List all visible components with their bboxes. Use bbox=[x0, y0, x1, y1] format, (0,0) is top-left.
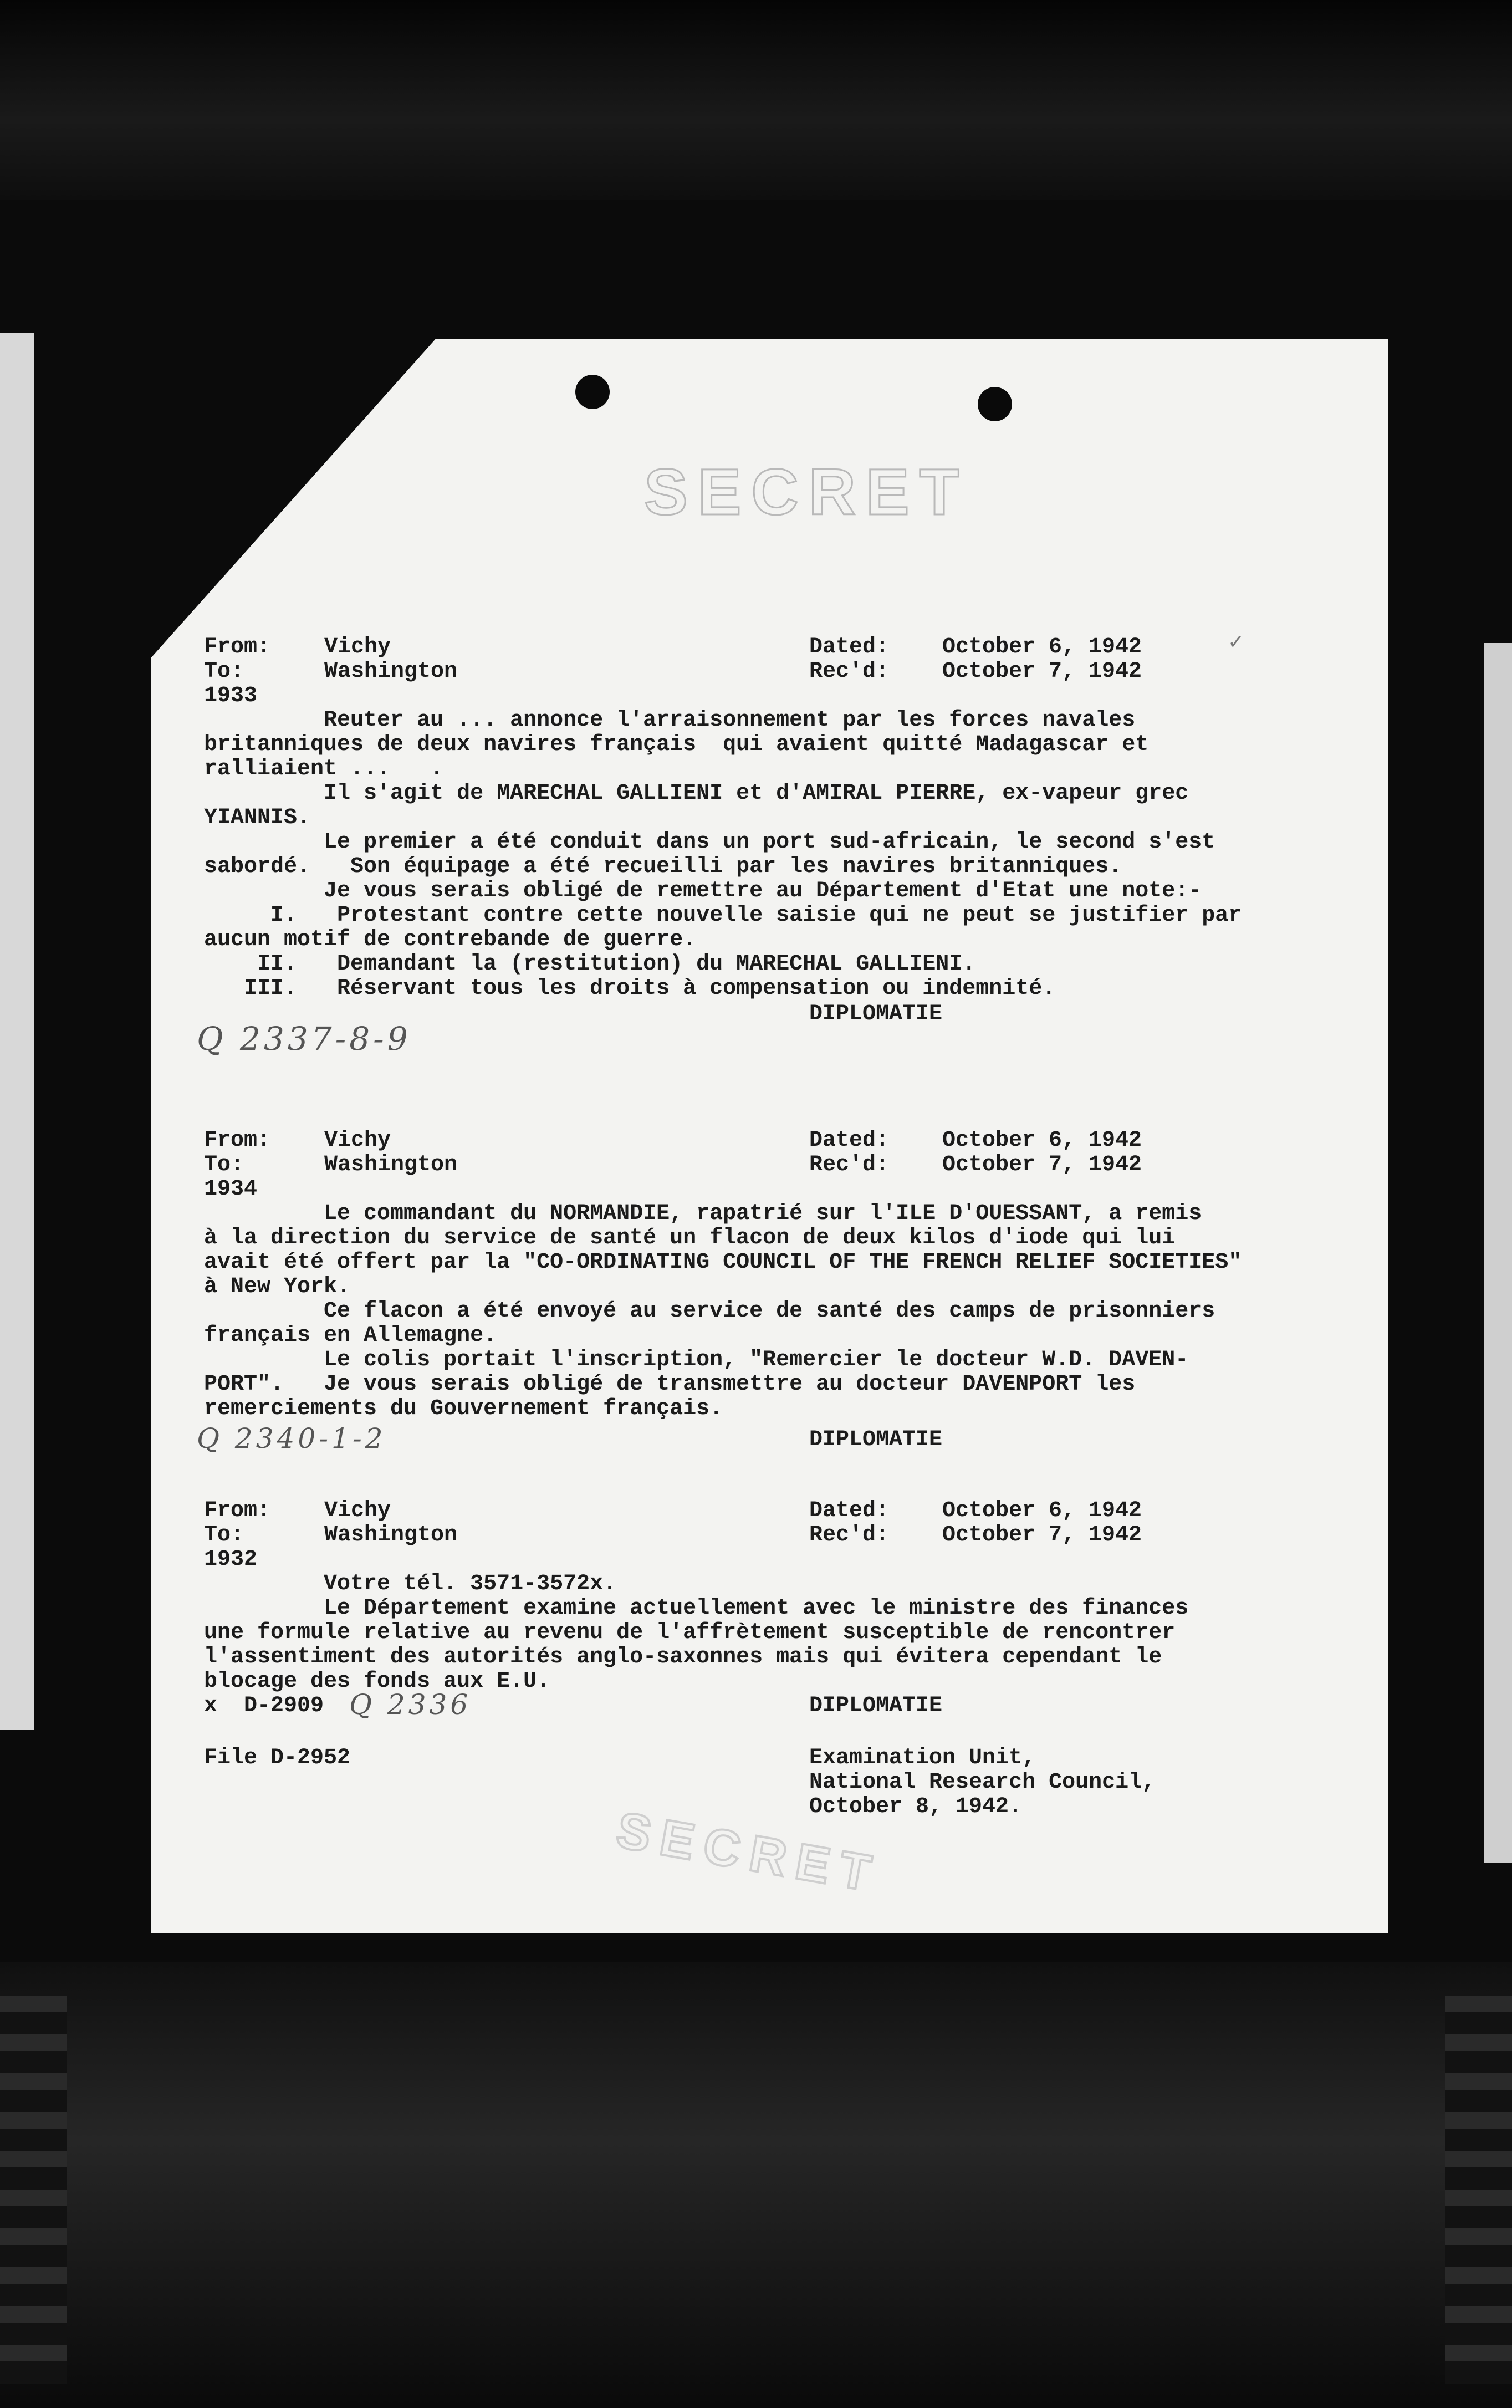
msg3-body-line: Le Département examine actuellement avec le ministre des finances bbox=[204, 1596, 1189, 1621]
msg1-signature: DIPLOMATIE bbox=[809, 1002, 943, 1027]
secret-stamp-bottom: SECRET bbox=[612, 1802, 885, 1904]
footer-line: October 8, 1942. bbox=[809, 1794, 1023, 1819]
msg2-body-line: à la direction du service de santé un flacon de deux kilos d'iode qui lui bbox=[204, 1226, 1176, 1251]
msg2-dated-label: Dated: bbox=[809, 1128, 890, 1153]
footer-line: Examination Unit, bbox=[809, 1746, 1036, 1771]
file-reference: File D-2952 bbox=[204, 1746, 351, 1771]
msg2-number: 1934 bbox=[204, 1177, 258, 1202]
msg3-dated-value: October 6, 1942 bbox=[942, 1498, 1142, 1523]
msg1-to-value: Washington bbox=[324, 659, 458, 684]
msg3-body-line: l'assentiment des autorités anglo-saxonnes mais qui évitera cependant le bbox=[204, 1645, 1162, 1670]
msg2-to-value: Washington bbox=[324, 1152, 458, 1177]
msg3-footnote: x D-2909 bbox=[204, 1693, 324, 1718]
msg3-body-line: une formule relative au revenu de l'affrètement susceptible de rencontrer bbox=[204, 1620, 1176, 1645]
msg1-body-line: II. Demandant la (restitution) du MARECHAL GALLIENI. bbox=[204, 952, 976, 977]
msg3-recd-value: October 7, 1942 bbox=[942, 1523, 1142, 1548]
msg1-body-line: aucun motif de contrebande de guerre. bbox=[204, 927, 697, 952]
msg1-body-line: Reuter au ... annonce l'arraisonnement par les forces navales bbox=[204, 708, 1136, 733]
msg1-body-line: III. Réservant tous les droits à compensation ou indemnité. bbox=[204, 976, 1056, 1001]
msg1-body-line: ralliaient ... . bbox=[204, 757, 444, 782]
msg2-body-line: PORT". Je vous serais obligé de transmettre au docteur DAVENPORT les bbox=[204, 1372, 1136, 1397]
msg2-body-line: à New York. bbox=[204, 1274, 351, 1299]
msg3-body-line: Votre tél. 3571-3572x. bbox=[204, 1572, 617, 1596]
film-band-top bbox=[0, 0, 1512, 200]
msg2-from-label: From: bbox=[204, 1128, 271, 1153]
msg2-signature: DIPLOMATIE bbox=[809, 1427, 943, 1452]
msg1-recd-value: October 7, 1942 bbox=[942, 659, 1142, 684]
punch-hole-left bbox=[575, 375, 610, 409]
punch-hole-right bbox=[978, 387, 1012, 421]
msg1-dated-label: Dated: bbox=[809, 635, 890, 660]
msg3-body-line: blocage des fonds aux E.U. bbox=[204, 1669, 550, 1694]
msg2-body-line: Le commandant du NORMANDIE, rapatrié sur l'ILE D'OUESSANT, a remis bbox=[204, 1201, 1202, 1226]
msg2-body-line: français en Allemagne. bbox=[204, 1323, 497, 1348]
msg2-body-line: remerciements du Gouvernement français. bbox=[204, 1396, 723, 1421]
msg1-body-line: Je vous serais obligé de remettre au Département d'Etat une note:- bbox=[204, 879, 1202, 904]
msg3-recd-label: Rec'd: bbox=[809, 1523, 890, 1548]
secret-stamp-top: SECRET bbox=[644, 456, 969, 529]
msg3-from-value: Vichy bbox=[324, 1498, 391, 1523]
msg2-body-line: Le colis portait l'inscription, "Remercier le docteur W.D. DAVEN- bbox=[204, 1348, 1189, 1373]
msg2-handwritten-ref: Q 2340-1-2 bbox=[197, 1422, 386, 1455]
msg1-dated-value: October 6, 1942 bbox=[942, 635, 1142, 660]
msg3-from-label: From: bbox=[204, 1498, 271, 1523]
msg1-body-line: I. Protestant contre cette nouvelle saisie qui ne peut se justifier par bbox=[204, 903, 1242, 928]
msg2-body-line: Ce flacon a été envoyé au service de santé des camps de prisonniers bbox=[204, 1299, 1215, 1324]
msg3-to-value: Washington bbox=[324, 1523, 458, 1548]
msg1-from-value: Vichy bbox=[324, 635, 391, 660]
msg1-handwritten-ref: Q 2337-8-9 bbox=[197, 1020, 411, 1058]
msg3-number: 1932 bbox=[204, 1547, 258, 1572]
footer-line: National Research Council, bbox=[809, 1770, 1156, 1795]
film-edge-left bbox=[0, 1996, 67, 2384]
msg3-dated-label: Dated: bbox=[809, 1498, 890, 1523]
msg1-from-label: From: bbox=[204, 635, 271, 660]
msg2-recd-value: October 7, 1942 bbox=[942, 1152, 1142, 1177]
adjacent-page-right bbox=[1484, 643, 1512, 1863]
msg1-body-line: Le premier a été conduit dans un port sud-africain, le second s'est bbox=[204, 830, 1215, 855]
msg2-recd-label: Rec'd: bbox=[809, 1152, 890, 1177]
msg1-body-line: sabordé. Son équipage a été recueilli par les navires britanniques. bbox=[204, 854, 1122, 879]
msg2-from-value: Vichy bbox=[324, 1128, 391, 1153]
check-mark: ✓ bbox=[1228, 631, 1245, 654]
msg3-signature: DIPLOMATIE bbox=[809, 1693, 943, 1718]
msg1-body-line: Il s'agit de MARECHAL GALLIENI et d'AMIRAL PIERRE, ex-vapeur grec bbox=[204, 781, 1189, 806]
film-edge-right bbox=[1445, 1996, 1512, 2384]
msg3-to-label: To: bbox=[204, 1523, 244, 1548]
adjacent-page-left bbox=[0, 333, 34, 1730]
msg1-body-line: britanniques de deux navires français qui avaient quitté Madagascar et bbox=[204, 732, 1149, 757]
msg1-recd-label: Rec'd: bbox=[809, 659, 890, 684]
msg1-to-label: To: bbox=[204, 659, 244, 684]
msg2-to-label: To: bbox=[204, 1152, 244, 1177]
msg2-body-line: avait été offert par la "CO-ORDINATING COUNCIL OF THE FRENCH RELIEF SOCIETIES" bbox=[204, 1250, 1242, 1275]
msg3-handwritten-ref: Q 2336 bbox=[349, 1688, 472, 1721]
film-band-bottom bbox=[0, 1962, 1512, 2408]
msg1-number: 1933 bbox=[204, 683, 258, 708]
msg1-body-line: YIANNIS. bbox=[204, 805, 311, 830]
msg2-dated-value: October 6, 1942 bbox=[942, 1128, 1142, 1153]
